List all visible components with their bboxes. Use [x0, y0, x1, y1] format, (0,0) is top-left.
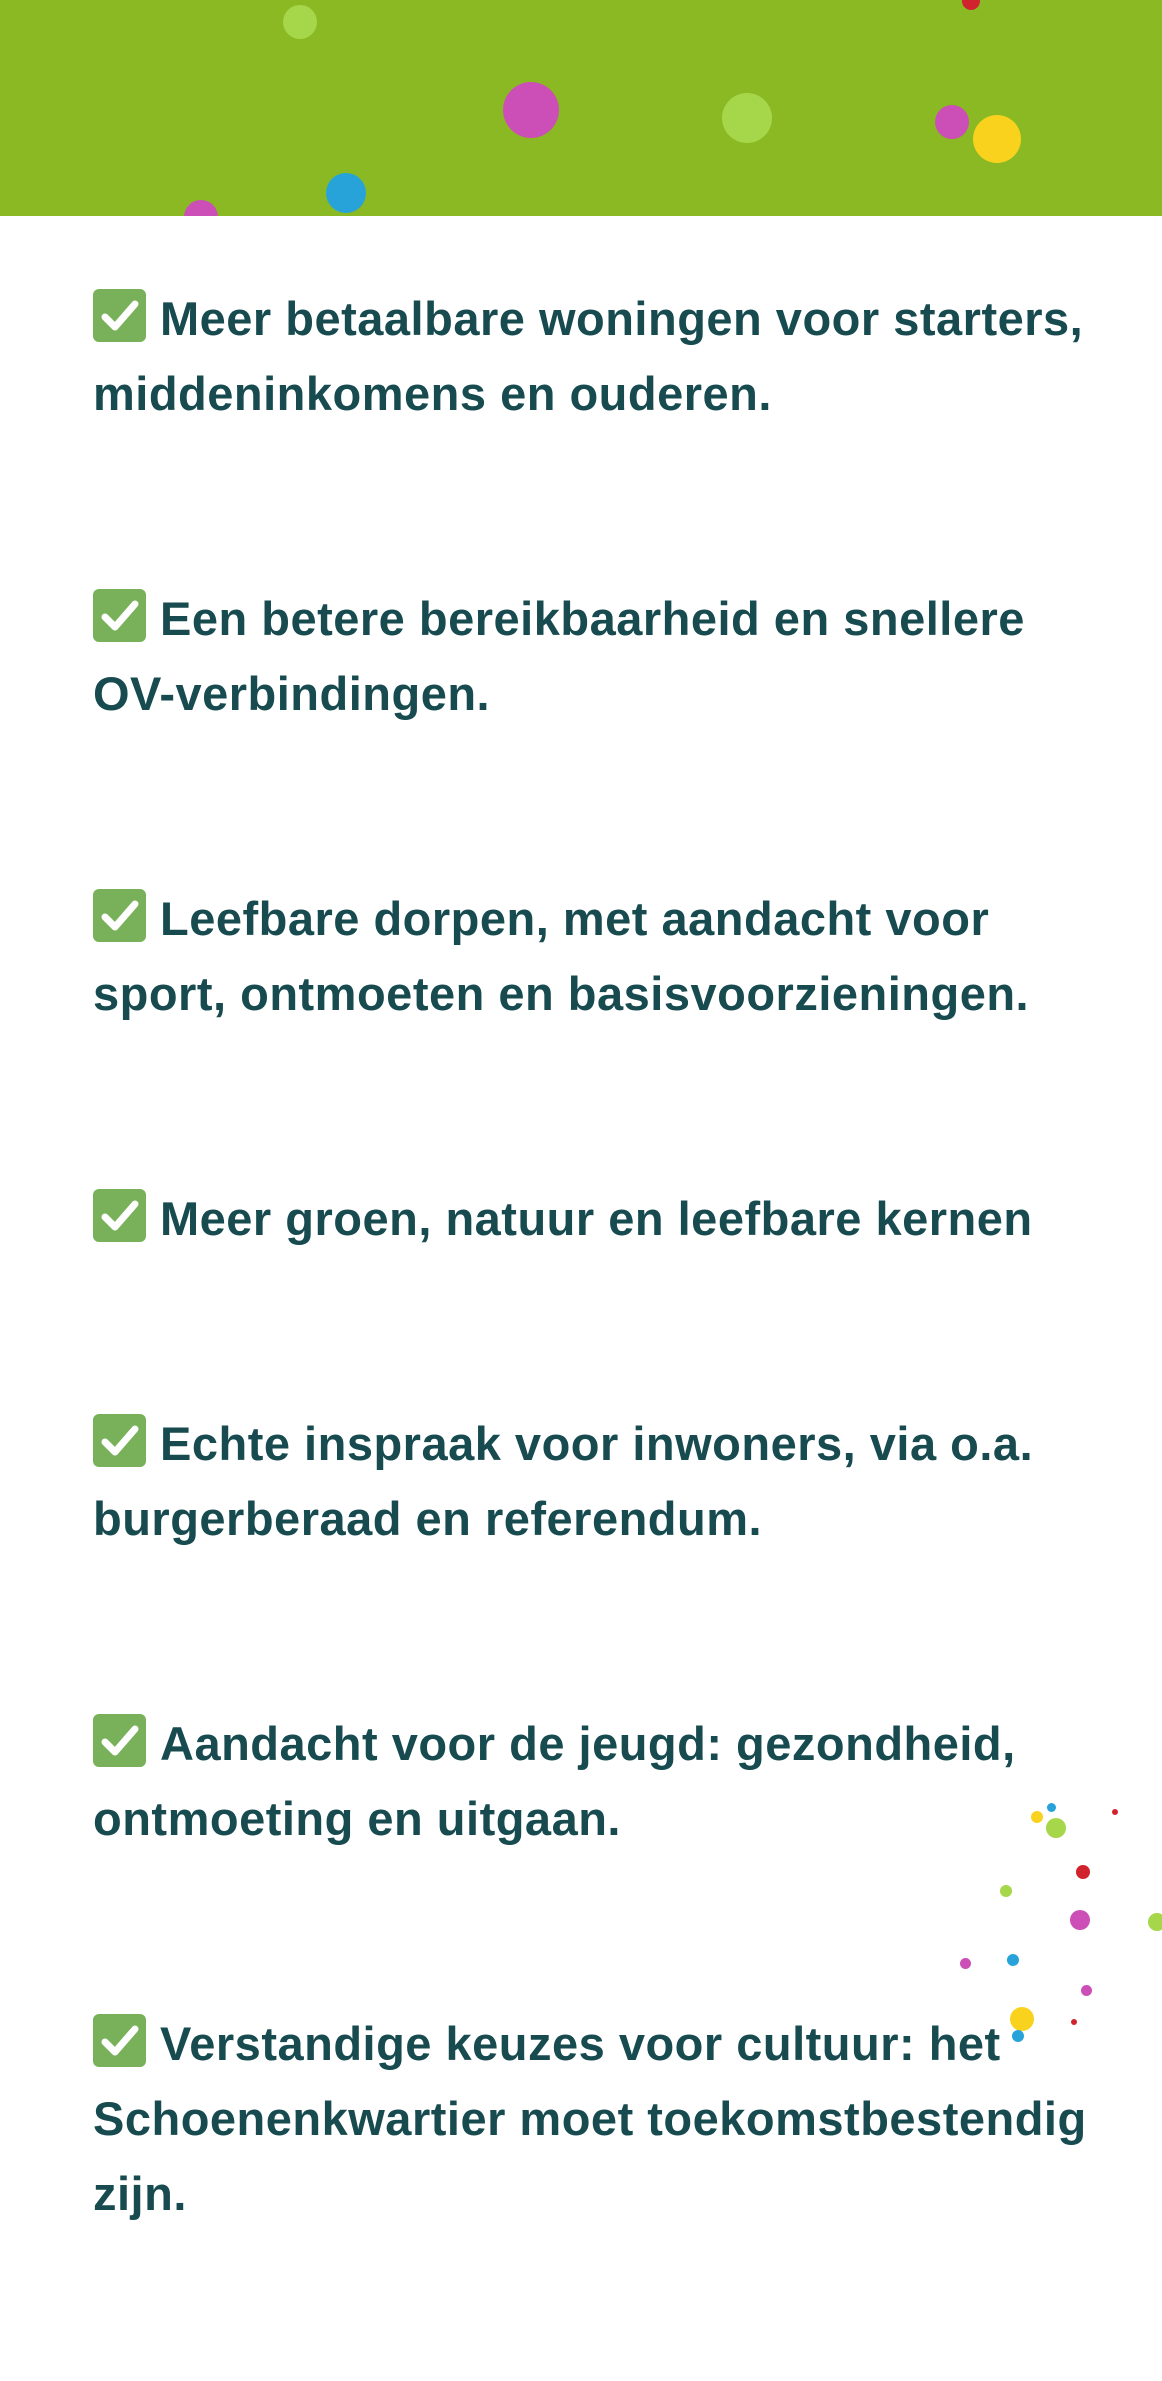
- confetti-dot: [1031, 1811, 1043, 1823]
- confetti-dot: [1070, 1910, 1090, 1930]
- check-mark-button-icon: [93, 2014, 146, 2067]
- list-item-text: Meer groen, natuur en leefbare kernen: [160, 1192, 1033, 1245]
- confetti-dot: [1081, 1985, 1092, 1996]
- header-banner: [0, 0, 1162, 216]
- list-item: [93, 881, 1093, 1031]
- confetti-dot: [1071, 2019, 1077, 2025]
- confetti-dot: [1010, 2007, 1034, 2031]
- check-mark-button-icon: [93, 1189, 146, 1242]
- list-item-text: Verstandige keuzes voor cultuur: het Schoenenkwartier moet toekomstbestendig zijn.: [93, 2017, 1087, 2220]
- confetti-dot: [1000, 1885, 1012, 1897]
- confetti-dot: [722, 93, 772, 143]
- list-item-text: Een betere bereikbaarheid en snellere OV-verbindingen.: [93, 592, 1025, 720]
- confetti-decoration: [920, 1780, 1162, 2048]
- confetti-dot: [503, 82, 559, 138]
- confetti-dot: [935, 105, 969, 139]
- confetti-dot: [184, 200, 218, 216]
- confetti-dot: [1148, 1913, 1162, 1931]
- list-item: [93, 1181, 1093, 1256]
- list-item-text: Leefbare dorpen, met aandacht voor sport, ontmoeten en basisvoorzieningen.: [93, 892, 1030, 1020]
- confetti-dot: [962, 0, 980, 10]
- confetti-dot: [1112, 1809, 1118, 1815]
- list-item: [93, 581, 1093, 731]
- check-mark-button-icon: [93, 589, 146, 642]
- confetti-dot: [1046, 1818, 1066, 1838]
- confetti-dot: [1012, 2030, 1024, 2042]
- check-mark-button-icon: [93, 1714, 146, 1767]
- list-item: [93, 281, 1093, 431]
- check-mark-button-icon: [93, 889, 146, 942]
- confetti-dot: [1007, 1954, 1019, 1966]
- check-mark-button-icon: [93, 1414, 146, 1467]
- list-item-text: Meer betaalbare woningen voor starters, middeninkomens en ouderen.: [93, 292, 1084, 420]
- list-item-text: Aandacht voor de jeugd: gezondheid, ontmoeting en uitgaan.: [93, 1717, 1016, 1845]
- confetti-dot: [960, 1958, 971, 1969]
- check-mark-button-icon: [93, 289, 146, 342]
- confetti-dot: [283, 5, 317, 39]
- confetti-dot: [326, 173, 366, 213]
- confetti-dot: [1076, 1865, 1090, 1879]
- manifesto-list: [93, 281, 1093, 2381]
- list-item: [93, 1406, 1093, 1556]
- confetti-dot: [973, 115, 1021, 163]
- list-item-text: Echte inspraak voor inwoners, via o.a. burgerberaad en referendum.: [93, 1417, 1034, 1545]
- confetti-dot: [1047, 1803, 1056, 1812]
